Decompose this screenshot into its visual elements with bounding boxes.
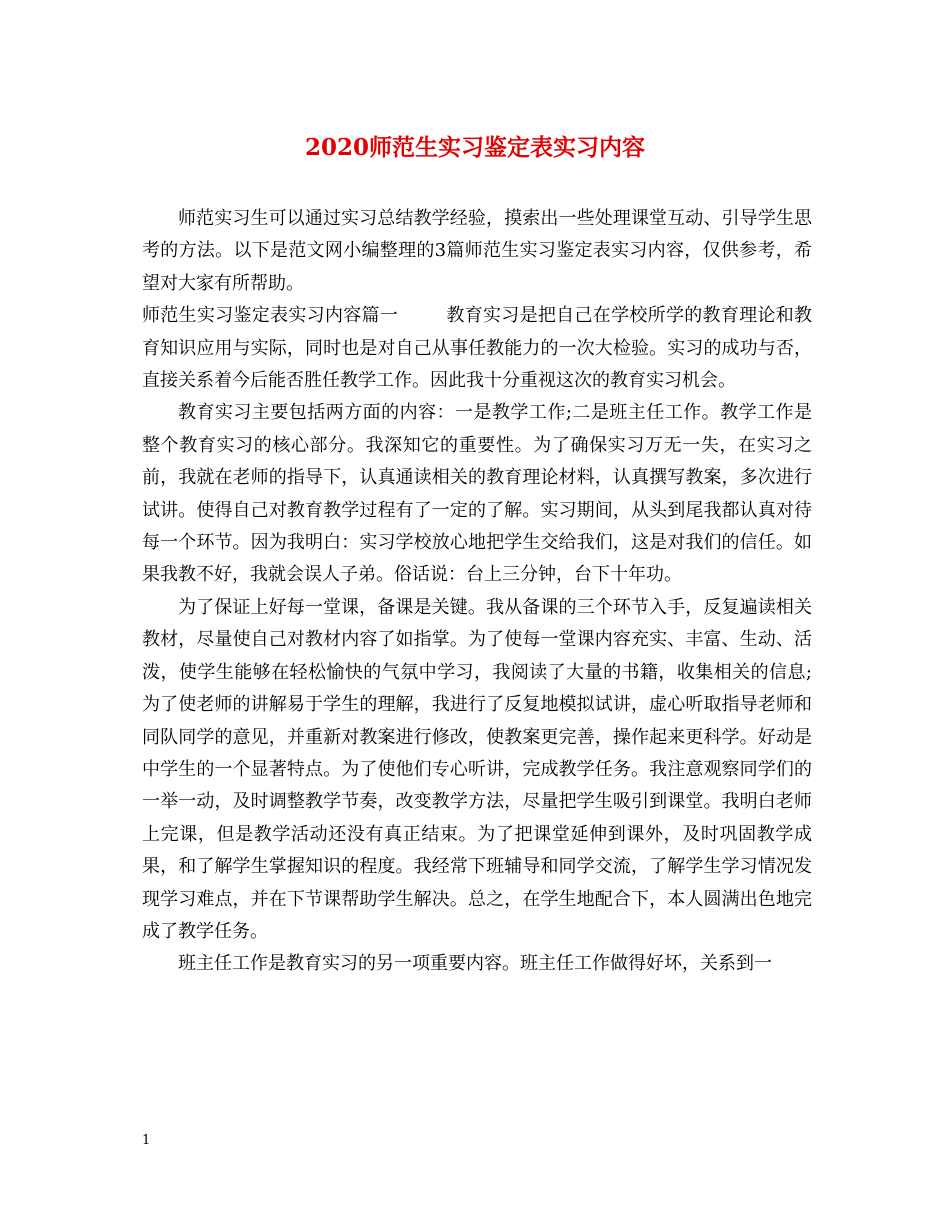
page-number: 1: [142, 1133, 151, 1148]
intro-paragraph: 师范实习生可以通过实习总结教学经验，摸索出一些处理课堂互动、引导学生思考的方法。以下是范文网小编整理的3篇师范生实习鉴定表实习内容，仅供参考，希望对大家有所帮助。: [142, 208, 812, 294]
body-paragraph-teaching: 教育实习主要包括两方面的内容：一是教学工作;二是班主任工作。教学工作是整个教育实习的核心部分。我深知它的重要性。为了确保实习万无一失，在实习之前，我就在老师的指导下，认真通读相关的教育理论材料，认真撰写教案，多次进行试讲。使得自己对教育教学过程有了一定的了解。实习期间，从头到尾我都认真对待每一个环节。因为我明白：实习学校放心地把学生交给我们，这是对我们的信任。如果我教不好，我就会误人子弟。俗话说：台上三分钟，台下十年功。: [142, 402, 812, 586]
body-paragraph-lesson-prep: 为了保证上好每一堂课，备课是关键。我从备课的三个环节入手，反复遍读相关教材，尽量使自己对教材内容了如指掌。为了使每一堂课内容充实、丰富、生动、活泼，使学生能够在轻松愉快的气氛中学习，我阅读了大量的书籍，收集相关的信息;为了使老师的讲解易于学生的理解，我进行了反复地模拟试讲，虚心听取指导老师和同队同学的意见，并重新对教案进行修改，使教案更完善，操作起来更科学。好动是中学生的一个显著特点。为了使他们专心听讲，完成教学任务。我注意观察同学们的一举一动，及时调整教学节奏，改变教学方法，尽量把学生吸引到课堂。我明白老师上完课，但是教学活动还没有真正结束。为了把课堂延伸到课外，及时巩固教学成果，和了解学生掌握知识的程度。我经常下班辅导和同学交流，了解学生学习情况发现学习难点，并在下节课帮助学生解决。总之，在学生地配合下，本人圆满出色地完成了教学任务。: [142, 596, 812, 942]
section-paragraph: [142, 300, 812, 397]
section-heading: 师范生实习鉴定表实习内容篇一: [142, 305, 399, 327]
body-paragraph-class-teacher: 班主任工作是教育实习的另一项重要内容。班主任工作做得好坏，关系到一: [178, 953, 772, 975]
page-title: 2020师范生实习鉴定表实习内容: [304, 134, 645, 161]
document-body: [142, 203, 812, 981]
section-text: 教育实习是把自己在学校所学的教育理论和教育知识应用与实际，同时也是对自己从事任教能力的一次大检验。实习的成功与否，直接关系着今后能否胜任教学工作。因此我十分重视这次的教育实习机会。: [142, 305, 813, 392]
